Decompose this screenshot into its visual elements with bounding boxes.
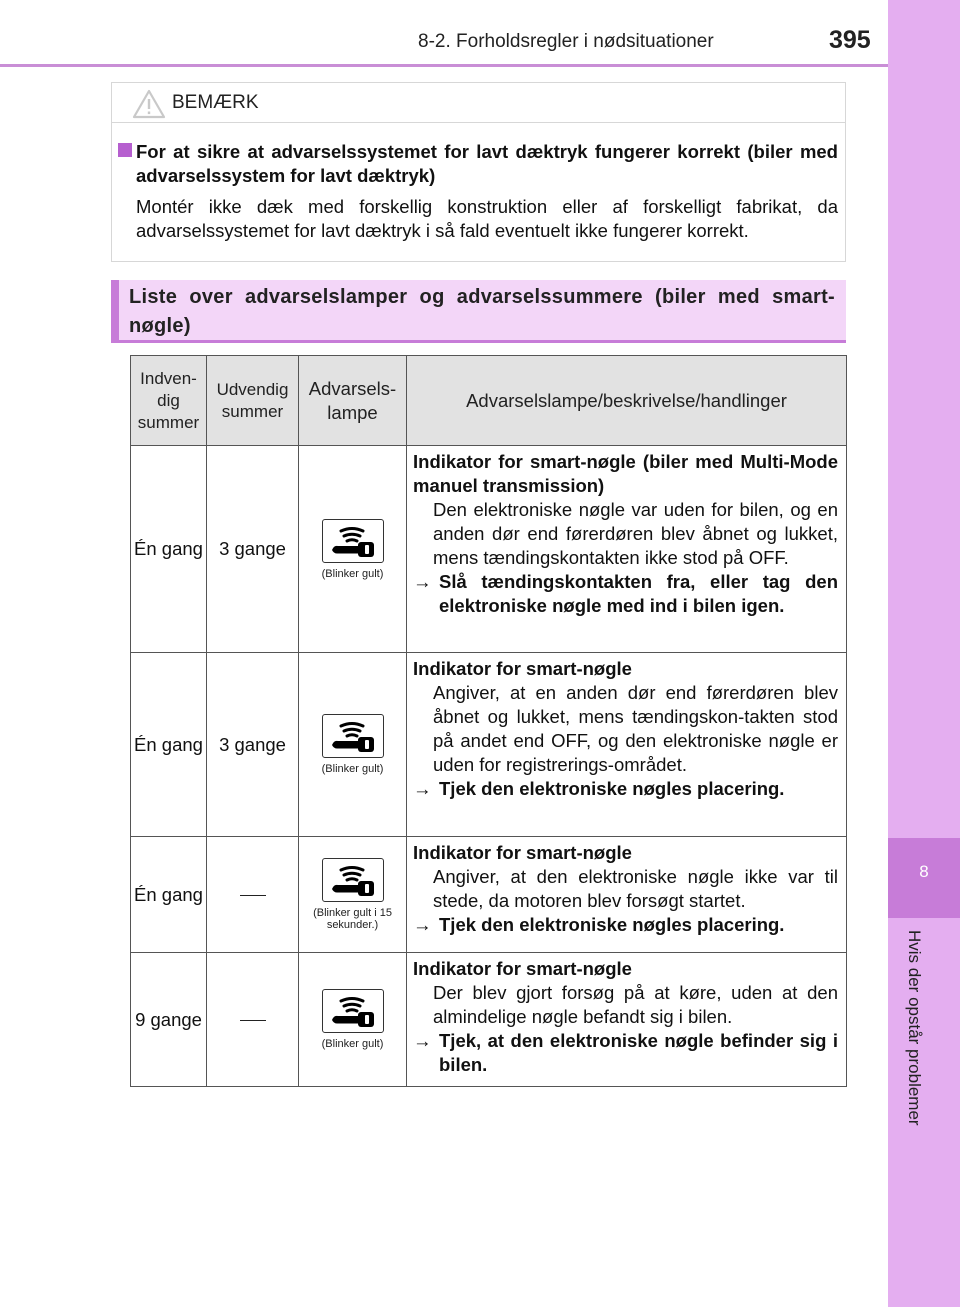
description-body: Der blev gjort forsøg på at køre, uden at den almindelige nøgle befandt sig i bilen. xyxy=(433,982,838,1027)
description-title: Indikator for smart-nøgle xyxy=(413,658,632,679)
description-action: Tjek den elektroniske nøgles placering. xyxy=(439,914,785,935)
lamp-caption: (Blinker gult i 15 sekunder.) xyxy=(313,907,392,931)
description-action: Tjek den elektroniske nøgles placering. xyxy=(439,778,785,799)
cell-beskrivelse xyxy=(407,953,847,1087)
caution-header xyxy=(112,83,845,123)
cell-beskrivelse xyxy=(407,837,847,953)
cell-indvendig: 9 gange xyxy=(131,953,207,1087)
cell-indvendig: Én gang xyxy=(131,446,207,653)
square-bullet-icon xyxy=(118,143,132,157)
col-header-udvendig: Udvendig summer xyxy=(207,356,299,446)
table-row xyxy=(131,953,847,1087)
smart-key-icon xyxy=(322,989,384,1033)
caution-title: For at sikre at advarselssystemet for lavt dæktryk fungerer korrekt (biler med advarselssystem for lavt dæktryk) xyxy=(136,141,838,186)
section-heading-text: Liste over advarselslamper og advarselssummere (biler med smart-nøgle) xyxy=(129,286,835,337)
col-header-indvendig: Indven-dig summer xyxy=(131,356,207,446)
cell-lampe xyxy=(299,653,407,837)
lamp-caption: (Blinker gult) xyxy=(321,1038,384,1050)
arrow-right-icon: → xyxy=(413,1030,432,1051)
warning-table xyxy=(130,355,847,1087)
smart-key-icon xyxy=(322,519,384,563)
description-action: Tjek, at den elektroniske nøgle befinder sig i bilen. xyxy=(439,1030,838,1075)
cell-beskrivelse xyxy=(407,446,847,653)
header-section-title: 8-2. Forholdsregler i nødsituationer xyxy=(418,31,714,52)
description-body: Den elektroniske nøgle var uden for bilen, og en anden dør end førerdøren blev åbnet og lukket, mens tændingskontakten ikke stod på OFF. xyxy=(433,499,838,568)
description-body: Angiver, at den elektroniske nøgle ikke var til stede, da motoren blev forsøgt startet. xyxy=(433,866,838,911)
cell-udvendig: 3 gange xyxy=(207,653,299,837)
chapter-title: Hvis der opstår problemer xyxy=(905,930,924,1126)
page-number: 395 xyxy=(829,26,871,54)
col-header-lampe: Advarsels-lampe xyxy=(299,356,407,446)
table-row xyxy=(131,837,847,953)
cell-indvendig: Én gang xyxy=(131,837,207,953)
description-action: Slå tændingskontakten fra, eller tag den elektroniske nøgle med ind i bilen igen. xyxy=(439,571,838,616)
description-title: Indikator for smart-nøgle xyxy=(413,842,632,863)
cell-indvendig: Én gang xyxy=(131,653,207,837)
cell-lampe xyxy=(299,837,407,953)
arrow-right-icon: → xyxy=(413,778,432,799)
col-header-beskrivelse: Advarselslampe/beskrivelse/handlinger xyxy=(407,356,847,446)
caution-text: Montér ikke dæk med forskellig konstruktion eller af forskelligt fabrikat, da advarselssystemet for lavt dæktryk i så fald eventuelt ikke fungerer korrekt. xyxy=(136,196,838,241)
table-row xyxy=(131,446,847,653)
header-divider xyxy=(0,64,888,67)
smart-key-icon xyxy=(322,858,384,902)
dash-mark xyxy=(240,1020,266,1021)
warning-triangle-icon xyxy=(132,89,166,119)
table-row xyxy=(131,653,847,837)
description-body: Angiver, at en anden dør end førerdøren blev åbnet og lukket, mens tændingskon-takten stod på andet end OFF, og den elektroniske nøgle er uden for registrerings-området. xyxy=(433,682,838,775)
dash-mark xyxy=(240,895,266,896)
cell-udvendig: 3 gange xyxy=(207,446,299,653)
cell-udvendig xyxy=(207,953,299,1087)
lamp-caption: (Blinker gult) xyxy=(321,763,384,775)
lamp-caption: (Blinker gult) xyxy=(321,567,384,580)
cell-lampe xyxy=(299,953,407,1087)
smart-key-icon xyxy=(322,714,384,758)
section-heading-bar xyxy=(111,280,119,340)
chapter-number: 8 xyxy=(919,862,929,881)
table-header-row xyxy=(131,356,847,446)
cell-beskrivelse xyxy=(407,653,847,837)
cell-udvendig xyxy=(207,837,299,953)
description-title: Indikator for smart-nøgle xyxy=(413,958,632,979)
section-heading xyxy=(111,280,846,343)
arrow-right-icon: → xyxy=(413,571,432,592)
description-title: Indikator for smart-nøgle (biler med Multi-Mode manuel transmission) xyxy=(413,451,838,496)
arrow-right-icon: → xyxy=(413,914,432,935)
caution-label: BEMÆRK xyxy=(172,92,259,113)
cell-lampe xyxy=(299,446,407,653)
caution-box xyxy=(111,82,846,262)
